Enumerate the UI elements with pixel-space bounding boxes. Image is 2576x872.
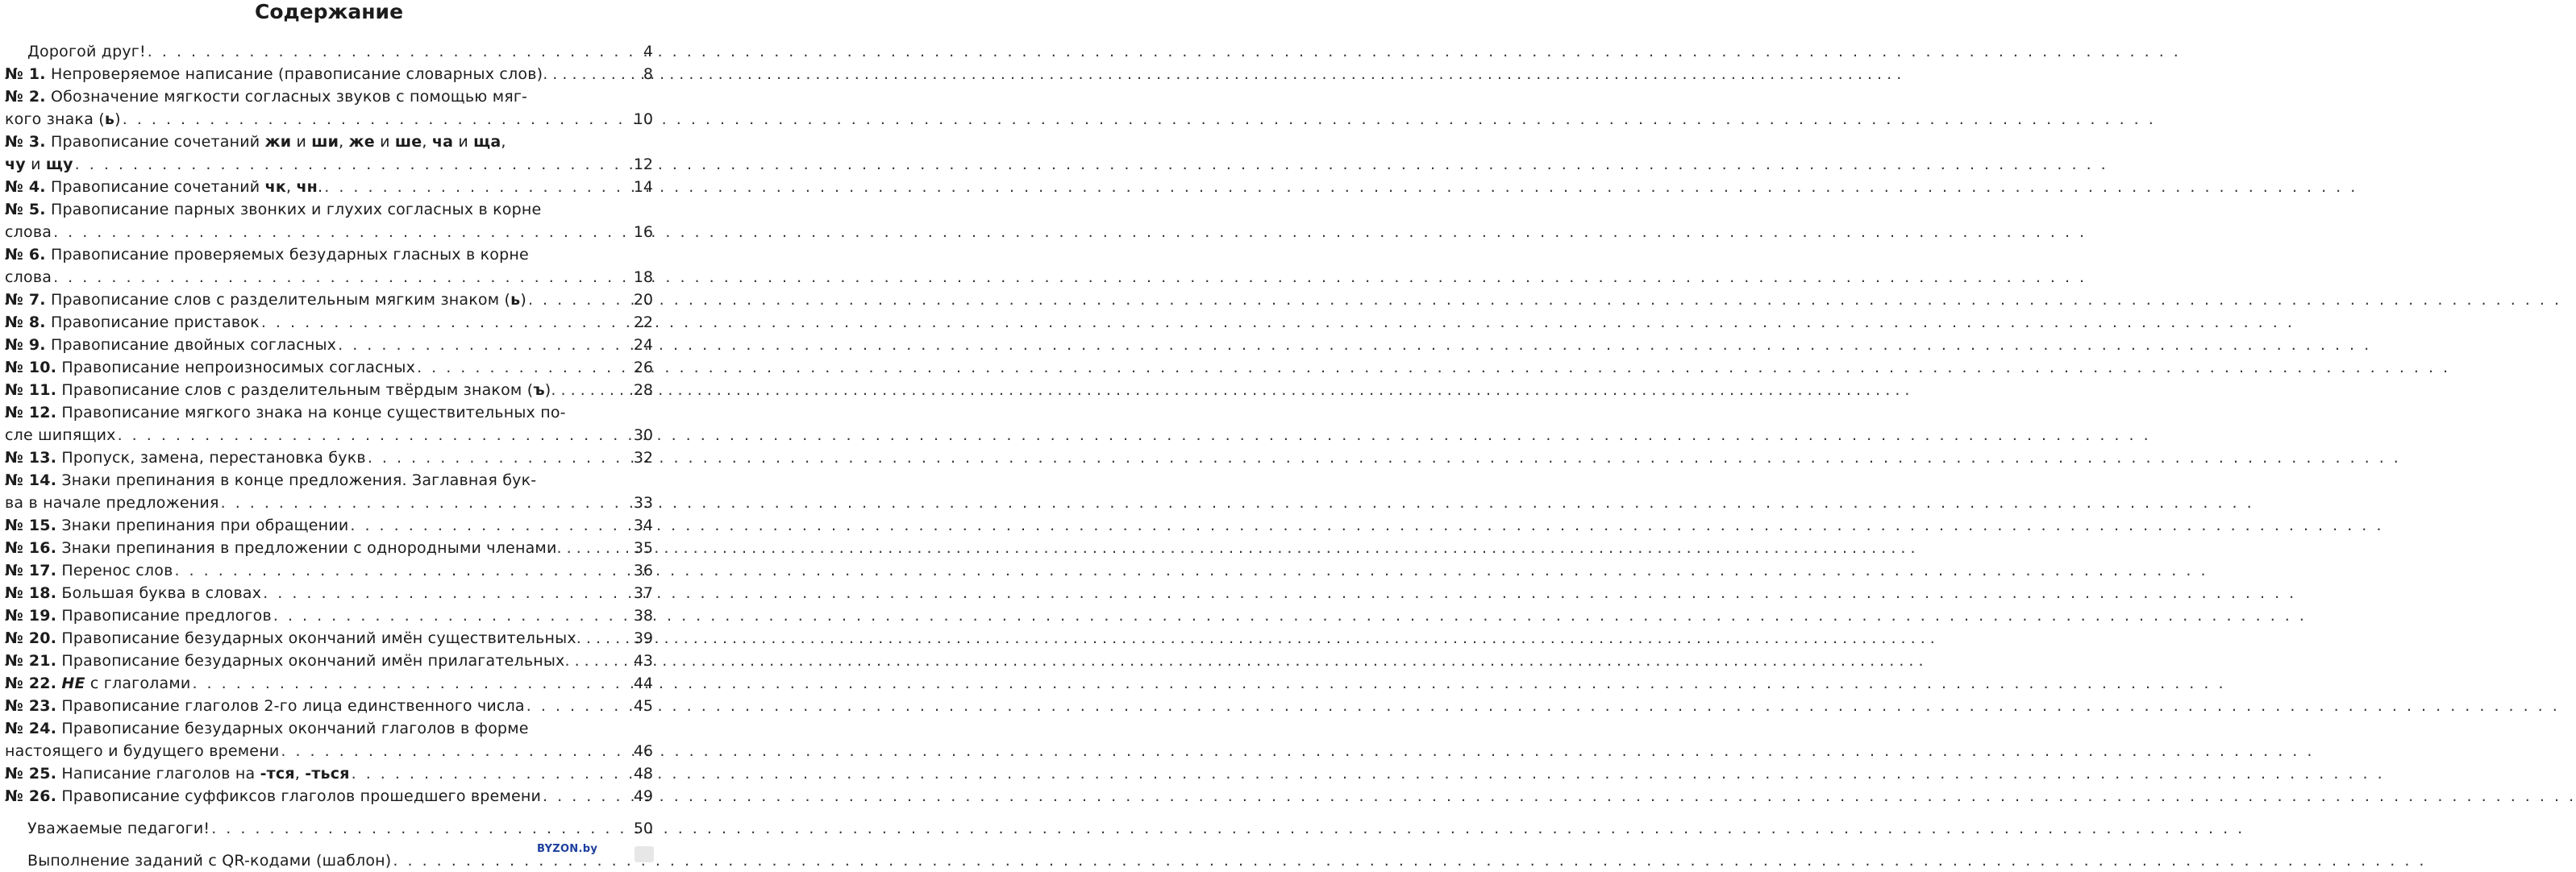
dot-leader bbox=[348, 514, 626, 537]
entry-number: № 12. bbox=[5, 404, 57, 421]
toc-entry-18[interactable]: № 18. Большая буква в словах . . . 37 bbox=[0, 582, 658, 604]
dot-leader bbox=[279, 740, 626, 762]
entry-number: № 21. bbox=[5, 652, 57, 670]
entry-number: № 4. bbox=[5, 178, 46, 196]
entry-number: № 22. bbox=[5, 675, 57, 692]
page-number: 30 bbox=[633, 426, 653, 444]
dot-leader bbox=[336, 334, 626, 356]
page-number: 16 bbox=[633, 223, 653, 241]
entry-number: № 26. bbox=[5, 787, 57, 805]
entry-number: № 16. bbox=[5, 539, 57, 557]
dot-leader bbox=[73, 153, 626, 176]
toc-entry-25[interactable]: № 25. Написание глаголов на -тся, -ться . . . 48 bbox=[0, 762, 658, 785]
dot-leader bbox=[272, 604, 626, 627]
page-number: 26 bbox=[633, 359, 653, 376]
dot-leader bbox=[121, 108, 626, 131]
dot-leader bbox=[260, 311, 626, 334]
entry-text-line1: Обозначение мягкости согласных звуков с помощью мяг- bbox=[50, 88, 528, 106]
entry-number: № 18. bbox=[5, 584, 57, 602]
toc-entry-26[interactable]: № 26. Правописание суффиксов глаголов прошедшего времени . . . 49 bbox=[0, 785, 658, 808]
page-number: 33 bbox=[633, 494, 653, 512]
page-number-smudge bbox=[635, 846, 654, 862]
dot-leader bbox=[541, 785, 626, 808]
page-number: 43 bbox=[633, 652, 653, 670]
table-of-contents bbox=[0, 40, 658, 872]
dot-leader bbox=[323, 176, 626, 198]
dot-leader bbox=[391, 849, 521, 872]
entry-number: № 13. bbox=[5, 449, 57, 467]
watermark-logo: BYZON.by bbox=[537, 843, 598, 855]
entry-number: № 19. bbox=[5, 607, 57, 625]
dot-leader bbox=[261, 582, 626, 604]
toc-entry-1[interactable] bbox=[0, 63, 658, 85]
toc-entry-6[interactable]: № 6. Правописание проверяемых безударных гласных в корне слова . . . 18 bbox=[0, 243, 658, 289]
toc-entry-teachers[interactable] bbox=[0, 817, 658, 840]
entry-number: № 3. bbox=[5, 133, 46, 151]
page-number: 50 bbox=[633, 820, 653, 837]
dot-leader bbox=[52, 266, 626, 289]
toc-entry-10[interactable]: № 10. Правописание непроизносимых согласных . . . 26 bbox=[0, 356, 658, 379]
entry-number: № 9. bbox=[5, 336, 46, 354]
toc-entry-12[interactable]: № 12. Правописание мягкого знака на конце существительных по- сле шипящих . . . 30 bbox=[0, 401, 658, 446]
page-number: 8 bbox=[643, 65, 653, 83]
entry-text-line2: кого знака ( bbox=[5, 110, 105, 128]
toc-entry-7[interactable]: № 7. Правописание слов с разделительным мягким знаком (ь) . . . 20 bbox=[0, 289, 658, 311]
entry-text: Уважаемые педагоги! bbox=[27, 820, 210, 837]
toc-entry-8[interactable]: № 8. Правописание приставок . . . 22 bbox=[0, 311, 658, 334]
dot-leader bbox=[52, 221, 626, 243]
page-number: 38 bbox=[633, 607, 653, 625]
toc-entry-9[interactable]: № 9. Правописание двойных согласных . . . 24 bbox=[0, 334, 658, 356]
entry-number: № 20. bbox=[5, 629, 57, 647]
toc-entry-15[interactable]: № 15. Знаки препинания при обращении . . . 34 bbox=[0, 514, 658, 537]
page-number: 10 bbox=[633, 110, 653, 128]
page-number: 39 bbox=[633, 629, 653, 647]
toc-entry-16[interactable]: № 16. Знаки препинания в предложении с однородными членами . . . 35 bbox=[0, 537, 658, 559]
page-number: 35 bbox=[633, 539, 653, 557]
keyword-ne: НЕ bbox=[61, 675, 85, 692]
toc-entry-11[interactable]: № 11. Правописание слов с разделительным твёрдым знаком (ъ) . . . 28 bbox=[0, 379, 658, 401]
dot-leader bbox=[116, 424, 626, 446]
page-number: 28 bbox=[633, 381, 653, 399]
dot-leader bbox=[146, 40, 626, 63]
dot-leader bbox=[210, 817, 626, 840]
dot-leader bbox=[366, 446, 626, 469]
page-number: 20 bbox=[633, 291, 653, 309]
entry-number: № 8. bbox=[5, 314, 46, 331]
entry-text: Выполнение заданий с QR-кодами (шаблон) bbox=[27, 852, 392, 870]
dot-leader bbox=[219, 492, 626, 514]
toc-entry-4[interactable]: № 4. Правописание сочетаний чк, чн. . . . 14 bbox=[0, 176, 658, 198]
entry-text: Непроверяемое написание (правописание словарных слов) bbox=[50, 65, 543, 83]
page-number: 24 bbox=[633, 336, 653, 354]
page-number: 44 bbox=[633, 675, 653, 692]
toc-entry-22[interactable]: № 22. НЕ с глаголами . . . 44 bbox=[0, 672, 658, 695]
toc-entry-14[interactable]: № 14. Знаки препинания в конце предложения. Заглавная бук- ва в начале предложения . . . 33 bbox=[0, 469, 658, 514]
page-number: 45 bbox=[633, 697, 653, 715]
page-number: 22 bbox=[633, 314, 653, 331]
page-number: 46 bbox=[633, 742, 653, 760]
entry-number: № 2. bbox=[5, 88, 46, 106]
toc-entry-19[interactable]: № 19. Правописание предлогов . . . 38 bbox=[0, 604, 658, 627]
entry-number: № 6. bbox=[5, 246, 46, 264]
dot-leader bbox=[173, 559, 626, 582]
toc-entry-intro[interactable] bbox=[0, 40, 658, 63]
toc-entry-21[interactable]: № 21. Правописание безударных окончаний имён прилагательных . . . 43 bbox=[0, 650, 658, 672]
entry-number: № 17. bbox=[5, 562, 57, 579]
dot-leader bbox=[350, 762, 626, 785]
page-title: Содержание bbox=[254, 0, 404, 23]
toc-entry-2[interactable]: № 2. Обозначение мягкости согласных звуков с помощью мяг- кого знака (ь) . . . 10 bbox=[0, 85, 658, 131]
toc-entry-3[interactable]: № 3. Правописание сочетаний жи и ши, же и ше, ча и ща, чу и щу . . . 12 bbox=[0, 131, 658, 176]
page-number: 4 bbox=[643, 43, 653, 60]
entry-number: № 23. bbox=[5, 697, 57, 715]
toc-entry-13[interactable]: № 13. Пропуск, замена, перестановка букв . . . 32 bbox=[0, 446, 658, 469]
toc-entry-24[interactable]: № 24. Правописание безударных окончаний глаголов в форме настоящего и будущего времени . . . 46 bbox=[0, 717, 658, 762]
page-number: 12 bbox=[633, 156, 653, 173]
dot-leader bbox=[526, 289, 626, 311]
dot-leader bbox=[525, 695, 626, 717]
entry-number: № 10. bbox=[5, 359, 57, 376]
toc-entry-23[interactable]: № 23. Правописание глаголов 2-го лица единственного числа . . . 45 bbox=[0, 695, 658, 717]
keyword: ь bbox=[104, 110, 115, 128]
entry-number: № 24. bbox=[5, 720, 57, 737]
page-number: 48 bbox=[633, 765, 653, 783]
page-number: 32 bbox=[633, 449, 653, 467]
page-number: 34 bbox=[633, 517, 653, 534]
page-number: 14 bbox=[633, 178, 653, 196]
dot-leader bbox=[190, 672, 626, 695]
entry-number: № 5. bbox=[5, 201, 46, 218]
entry-number: № 15. bbox=[5, 517, 57, 534]
page-number: 36 bbox=[633, 562, 653, 579]
toc-entry-5[interactable]: № 5. Правописание парных звонких и глухих согласных в корне слова . . . 16 bbox=[0, 198, 658, 243]
page-number: 18 bbox=[633, 268, 653, 286]
entry-number: № 25. bbox=[5, 765, 57, 783]
entry-number: № 1. bbox=[5, 65, 46, 83]
dot-leader bbox=[415, 356, 626, 379]
entry-number: № 11. bbox=[5, 381, 57, 399]
entry-number: № 7. bbox=[5, 291, 46, 309]
entry-text: Дорогой друг! bbox=[27, 43, 146, 60]
page-number: 37 bbox=[633, 584, 653, 602]
page-number: 49 bbox=[633, 787, 653, 805]
toc-entry-20[interactable]: № 20. Правописание безударных окончаний имён существительных . . . 39 bbox=[0, 627, 658, 650]
entry-number: № 14. bbox=[5, 471, 57, 489]
toc-entry-17[interactable]: № 17. Перенос слов . . . 36 bbox=[0, 559, 658, 582]
